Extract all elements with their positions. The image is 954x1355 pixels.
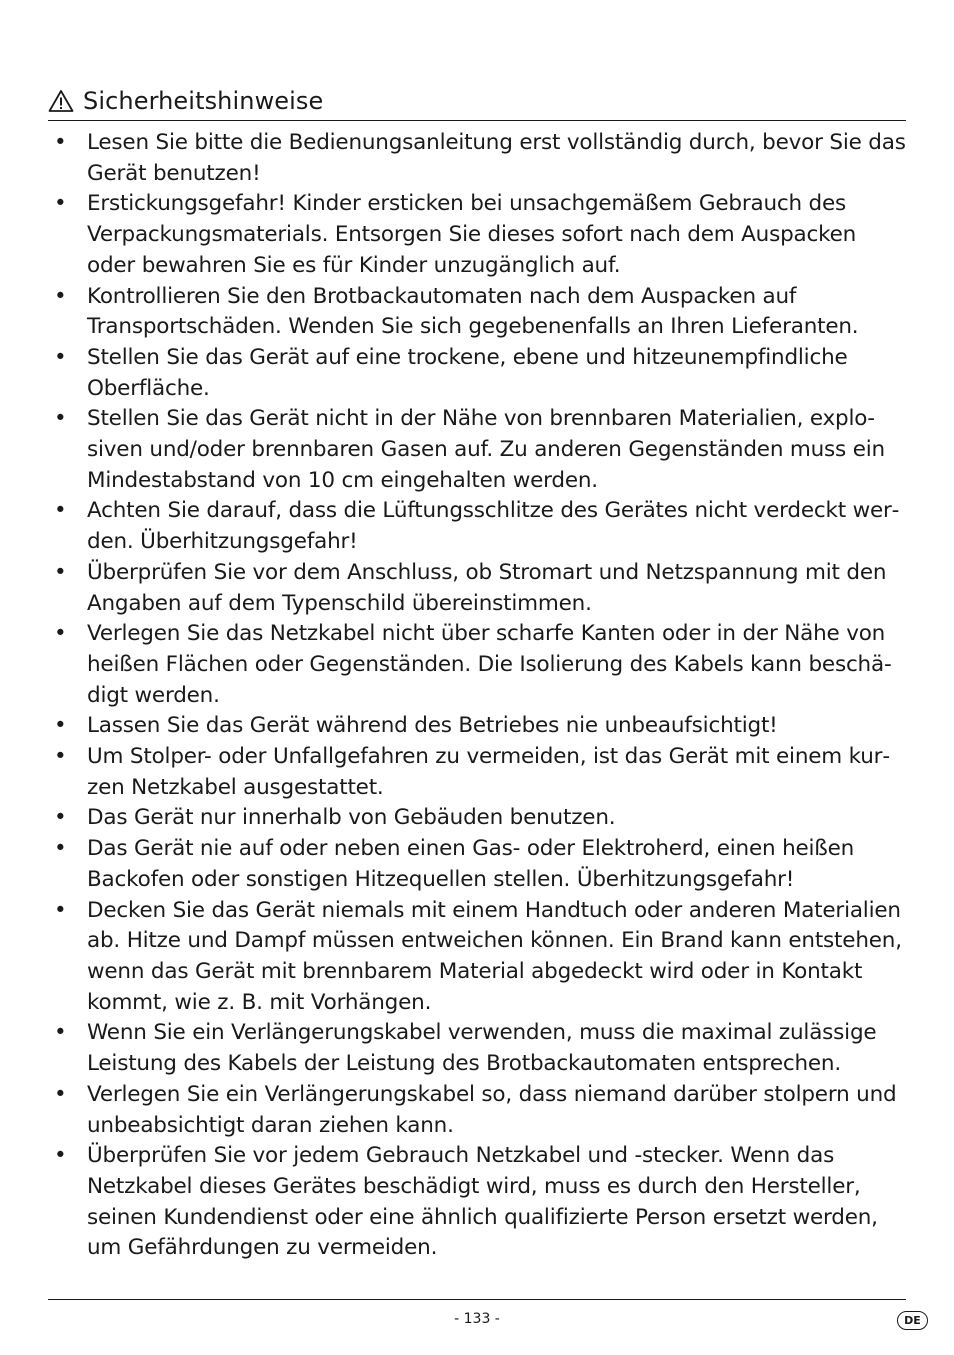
bullet-icon: •: [54, 805, 67, 831]
bullet-icon: •: [54, 130, 67, 155]
warning-triangle-icon: [48, 89, 74, 113]
bullet-icon: •: [54, 1081, 67, 1107]
bullet-icon: •: [54, 344, 67, 370]
footer-divider: [48, 1299, 906, 1300]
bullet-icon: •: [54, 498, 67, 524]
list-item: [48, 343, 908, 404]
safety-list: [48, 128, 908, 1264]
list-item-text: Stellen Sie das Gerät nicht in der Nähe von brennbaren Materialien, explosiven und/oder brennbaren Gasen auf. Zu anderen Gegenständen muss ein Mindestabstand von 10 cm eingehalten werden.: [87, 406, 885, 493]
list-item-text: Achten Sie darauf, dass die Lüftungsschlitze des Gerätes nicht verdeckt werden. Überhitzungsgefahr!: [87, 498, 900, 555]
list-item-text: Verlegen Sie ein Verlängerungskabel so, dass niemand darüber stolpern und unbeabsichtigt daran ziehen kann.: [87, 1081, 897, 1138]
bullet-icon: •: [54, 1143, 67, 1169]
list-item-text: Kontrollieren Sie den Brotbackautomaten nach dem Auspacken auf Transportschäden. Wenden Sie sich gegebenenfalls an Ihren Lieferanten.: [87, 283, 859, 340]
bullet-icon: •: [54, 621, 67, 647]
bullet-icon: •: [54, 744, 67, 770]
list-item-text: Stellen Sie das Gerät auf eine trockene, ebene und hitzeunempfindliche Oberfläche.: [87, 344, 848, 401]
bullet-icon: •: [54, 191, 67, 217]
list-item: [48, 742, 908, 803]
list-item: [48, 189, 908, 281]
section-heading: [48, 82, 906, 121]
bullet-icon: •: [54, 713, 67, 739]
list-item: [48, 711, 908, 742]
list-item: [48, 619, 908, 711]
list-item: [48, 1080, 908, 1141]
list-item: [48, 128, 908, 189]
language-badge: DE: [897, 1311, 928, 1330]
list-item: [48, 1018, 908, 1079]
list-item: [48, 282, 908, 343]
list-item-text: Überprüfen Sie vor dem Anschluss, ob Stromart und Netzspannung mit den Angaben auf dem Typenschild übereinstimmen.: [87, 559, 887, 616]
list-item: [48, 404, 908, 496]
list-item-text: Das Gerät nie auf oder neben einen Gas- oder Elektroherd, einen heißen Backofen oder sonstigen Hitzequellen stellen. Überhitzungsgefahr!: [87, 836, 855, 892]
list-item-text: Überprüfen Sie vor jedem Gebrauch Netzkabel und -stecker. Wenn das Netzkabel dieses Gerätes beschädigt wird, muss es durch den Hersteller, seinen Kundendienst oder eine ähnlich qualifizierte Person ersetzt werden, um Gefährdungen zu vermeiden.: [87, 1143, 878, 1261]
bullet-icon: •: [54, 406, 67, 432]
list-item-text: Das Gerät nur innerhalb von Gebäuden benutzen.: [87, 805, 616, 831]
bullet-icon: •: [54, 1020, 67, 1046]
list-item-text: Lassen Sie das Gerät während des Betriebes nie unbeaufsichtigt!: [87, 713, 778, 739]
list-item: [48, 896, 908, 1019]
list-item-text: Lesen Sie bitte die Bedienungsanleitung erst vollständig durch, bevor Sie das Gerät benutzen!: [87, 130, 906, 186]
list-item: [48, 834, 908, 895]
list-item-text: Verlegen Sie das Netzkabel nicht über scharfe Kanten oder in der Nähe von heißen Flächen oder Gegenständen. Die Isolierung des Kabels kann beschädigt werden.: [87, 621, 892, 708]
bullet-icon: •: [54, 283, 67, 309]
list-item: [48, 1141, 908, 1264]
list-item-text: Um Stolper- oder Unfallgefahren zu vermeiden, ist das Gerät mit einem kurzen Netzkabel ausgestattet.: [87, 744, 891, 800]
bullet-icon: •: [54, 559, 67, 585]
section-title: Sicherheitshinweise: [83, 87, 324, 115]
list-item-text: Erstickungsgefahr! Kinder ersticken bei unsachgemäßem Gebrauch des Verpackungsmaterials. Entsorgen Sie dieses sofort nach dem Auspacken oder bewahren Sie es für Kinder unzugänglich auf.: [87, 191, 857, 278]
list-item-text: Decken Sie das Gerät niemals mit einem Handtuch oder anderen Materialien ab. Hitze und Dampf müssen entweichen können. Ein Brand kann entstehen, wenn das Gerät mit brennbarem Material abgedeckt wird oder in Kontakt kommt, wie z. B. mit Vorhängen.: [87, 897, 902, 1015]
bullet-icon: •: [54, 836, 67, 862]
list-item: [48, 496, 908, 557]
page-number: - 133 -: [454, 1311, 500, 1327]
list-item: [48, 558, 908, 619]
bullet-icon: •: [54, 897, 67, 923]
list-item: [48, 803, 908, 834]
list-item-text: Wenn Sie ein Verlängerungskabel verwenden, muss die maximal zulässige Leistung des Kabels der Leistung des Brotbackautomaten entsprechen.: [87, 1020, 877, 1077]
